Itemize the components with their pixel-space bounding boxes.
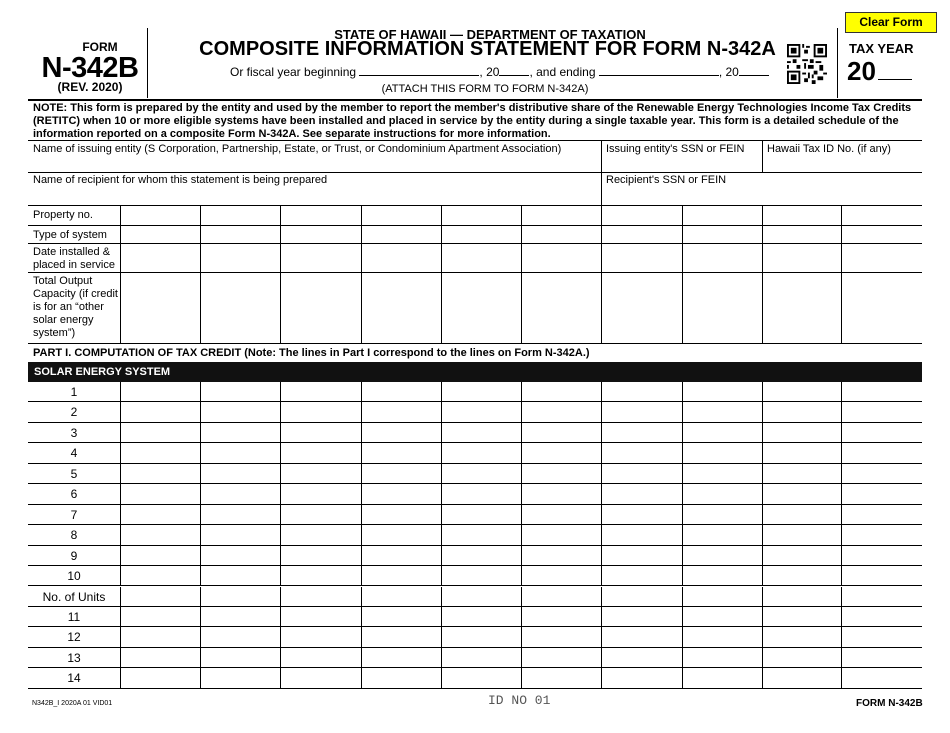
- line-input-cell[interactable]: [201, 505, 280, 524]
- recipient-ssn-label: Recipient's SSN or FEIN: [606, 174, 727, 186]
- line-input-cell[interactable]: [602, 627, 682, 646]
- line-input-cell[interactable]: [602, 607, 682, 626]
- line-input-cell[interactable]: [522, 566, 601, 585]
- fiscal-end-field[interactable]: [599, 65, 719, 76]
- line-input-cell[interactable]: [842, 505, 922, 524]
- line-input-cell[interactable]: [522, 587, 601, 606]
- line-input-cell[interactable]: [281, 423, 361, 442]
- line-input-cell[interactable]: [763, 668, 841, 687]
- fiscal-year-line: [230, 65, 769, 79]
- line-input-cell[interactable]: [683, 525, 762, 544]
- line-input-cell[interactable]: [522, 443, 601, 462]
- line-input-cell[interactable]: [281, 627, 361, 646]
- line-input-cell[interactable]: [522, 464, 601, 483]
- line-input-cell[interactable]: [121, 505, 200, 524]
- line-input-cell[interactable]: [201, 627, 280, 646]
- entity-top-rule: [28, 140, 922, 141]
- recipient-name-label: Name of recipient for whom this statement is being prepared: [33, 174, 328, 186]
- line-input-cell[interactable]: [683, 423, 762, 442]
- line-input-cell[interactable]: [683, 607, 762, 626]
- line-number: 11: [67, 609, 81, 624]
- line-input-cell[interactable]: [281, 402, 361, 421]
- line-input-cell[interactable]: [442, 648, 521, 667]
- line-input-cell[interactable]: [763, 587, 841, 606]
- line-input-cell[interactable]: [121, 587, 200, 606]
- line-input-cell[interactable]: [602, 382, 682, 401]
- line-input-cell[interactable]: [522, 484, 601, 503]
- line-input-cell[interactable]: [602, 668, 682, 687]
- agency-name: STATE OF HAWAII — DEPARTMENT OF TAXATION: [334, 27, 646, 42]
- table-row: [28, 525, 922, 545]
- row-date-installed: [28, 244, 922, 273]
- row-total-output: [28, 273, 922, 344]
- table-row: [28, 668, 922, 688]
- line-input-cell[interactable]: [842, 648, 922, 667]
- line-input-cell[interactable]: [121, 484, 200, 503]
- line-number: 7: [70, 507, 78, 522]
- line-input-cell[interactable]: [281, 648, 361, 667]
- line-input-cell[interactable]: [362, 648, 441, 667]
- line-input-cell[interactable]: [763, 505, 841, 524]
- line-input-cell[interactable]: [362, 546, 441, 565]
- line-input-cell[interactable]: [602, 546, 682, 565]
- qr-code-icon: [787, 44, 827, 84]
- line-input-cell[interactable]: [842, 546, 922, 565]
- hawaii-tax-id-label: Hawaii Tax ID No. (if any): [767, 143, 891, 155]
- line-input-cell[interactable]: [121, 402, 200, 421]
- line-input-cell[interactable]: [442, 525, 521, 544]
- table-row: [28, 587, 922, 607]
- line-input-cell[interactable]: [442, 423, 521, 442]
- line-input-cell[interactable]: [683, 443, 762, 462]
- date-installed-label: Date installed & placed in service: [33, 246, 115, 271]
- line-input-cell[interactable]: [362, 484, 441, 503]
- table-row: [28, 505, 922, 525]
- tax-year-field[interactable]: [847, 56, 912, 87]
- table-row: [28, 627, 922, 647]
- line-number: 4: [70, 446, 78, 461]
- line-number: No. of Units: [42, 589, 106, 604]
- line-input-cell[interactable]: [842, 382, 922, 401]
- line-number: 1: [70, 385, 78, 399]
- line-input-cell[interactable]: [683, 648, 762, 667]
- fiscal-end-year-field[interactable]: [739, 65, 769, 76]
- line-input-cell[interactable]: [683, 587, 762, 606]
- header-divider-left: [147, 28, 148, 98]
- line-input-cell[interactable]: [121, 464, 200, 483]
- table-row: [28, 648, 922, 668]
- line-input-cell[interactable]: [281, 668, 361, 687]
- line-input-cell[interactable]: [121, 443, 200, 462]
- line-input-cell[interactable]: [201, 566, 280, 585]
- line-input-cell[interactable]: [763, 566, 841, 585]
- line-input-cell[interactable]: [362, 443, 441, 462]
- line-input-cell[interactable]: [763, 402, 841, 421]
- line-input-cell[interactable]: [201, 423, 280, 442]
- property-no-label: Property no.: [33, 209, 93, 221]
- line-input-cell[interactable]: [362, 525, 441, 544]
- line-input-cell[interactable]: [842, 627, 922, 646]
- line-input-cell[interactable]: [201, 525, 280, 544]
- table-row: [28, 464, 922, 484]
- note-text: NOTE: This form is prepared by the entity and used by the member to report the member's distributive share of the Renewable Energy Technologies Income Tax Credits (RETITC) when 10 or more eligible systems have been installed and placed in service by the entity during a single taxable year. This form is a detailed schedule of the information reported on a composite Form N-342A. See separate instructions for more information.: [33, 102, 912, 140]
- line-input-cell[interactable]: [362, 402, 441, 421]
- tax-year-blank[interactable]: [878, 60, 912, 80]
- line-input-cell[interactable]: [683, 546, 762, 565]
- tax-year-prefix: 20: [847, 56, 876, 86]
- line-input-cell[interactable]: [201, 382, 280, 401]
- line-number: 3: [70, 425, 78, 440]
- line-input-cell[interactable]: [362, 607, 441, 626]
- line-input-cell[interactable]: [442, 382, 521, 401]
- line-input-cell[interactable]: [442, 505, 521, 524]
- line-input-cell[interactable]: [362, 627, 441, 646]
- line-input-cell[interactable]: [121, 546, 200, 565]
- line-input-cell[interactable]: [602, 423, 682, 442]
- line-input-cell[interactable]: [201, 587, 280, 606]
- line-input-cell[interactable]: [442, 566, 521, 585]
- line-number: 5: [70, 466, 78, 481]
- fiscal-begin-year-field[interactable]: [499, 65, 529, 76]
- form-revision: (REV. 2020): [57, 80, 123, 94]
- attach-note: (ATTACH THIS FORM TO FORM N-342A): [381, 83, 589, 95]
- line-input-cell[interactable]: [763, 423, 841, 442]
- line-input-cell[interactable]: [522, 423, 601, 442]
- line-input-cell[interactable]: [602, 505, 682, 524]
- line-input-cell[interactable]: [602, 587, 682, 606]
- line-input-cell[interactable]: [281, 525, 361, 544]
- line-input-cell[interactable]: [362, 505, 441, 524]
- header-divider-right: [837, 28, 838, 98]
- row-property-no: [28, 205, 922, 226]
- fiscal-ending: , and ending: [529, 65, 596, 79]
- table-row: [28, 382, 922, 402]
- line-input-cell[interactable]: [201, 648, 280, 667]
- part1-heading: PART I. COMPUTATION OF TAX CREDIT (Note: The lines in Part I correspond to the lines on Form N-342A.): [33, 347, 590, 359]
- line-input-cell[interactable]: [362, 566, 441, 585]
- line-input-cell[interactable]: [842, 443, 922, 462]
- line-input-cell[interactable]: [763, 525, 841, 544]
- footer-form-name: FORM N-342B: [856, 698, 923, 709]
- line-input-cell[interactable]: [683, 668, 762, 687]
- line-input-cell[interactable]: [121, 525, 200, 544]
- line-input-cell[interactable]: [442, 627, 521, 646]
- line-input-cell[interactable]: [442, 464, 521, 483]
- line-input-cell[interactable]: [281, 382, 361, 401]
- fiscal-prefix: Or fiscal year beginning: [230, 65, 357, 79]
- line-input-cell[interactable]: [683, 627, 762, 646]
- line-input-cell[interactable]: [201, 443, 280, 462]
- line-input-cell[interactable]: [442, 546, 521, 565]
- line-input-cell[interactable]: [842, 607, 922, 626]
- type-of-system-label: Type of system: [33, 229, 107, 241]
- line-input-cell[interactable]: [362, 668, 441, 687]
- line-input-cell[interactable]: [281, 464, 361, 483]
- line-input-cell[interactable]: [763, 648, 841, 667]
- line-input-cell[interactable]: [201, 464, 280, 483]
- line-input-cell[interactable]: [683, 484, 762, 503]
- table-row: [28, 607, 922, 627]
- line-input-cell[interactable]: [281, 566, 361, 585]
- line-input-cell[interactable]: [442, 607, 521, 626]
- line-input-cell[interactable]: [522, 525, 601, 544]
- line-input-cell[interactable]: [281, 587, 361, 606]
- row-type-of-system: [28, 226, 922, 244]
- line-input-cell[interactable]: [362, 423, 441, 442]
- table-row: [28, 484, 922, 504]
- line-input-cell[interactable]: [683, 382, 762, 401]
- line-input-cell[interactable]: [442, 443, 521, 462]
- line-input-cell[interactable]: [522, 546, 601, 565]
- issuing-ssn-label: Issuing entity's SSN or FEIN: [606, 143, 745, 155]
- line-input-cell[interactable]: [281, 546, 361, 565]
- line-number: 10: [67, 569, 81, 584]
- line-input-cell[interactable]: [842, 566, 922, 585]
- line-number: 14: [67, 671, 81, 686]
- line-input-cell[interactable]: [602, 484, 682, 503]
- line-input-cell[interactable]: [602, 402, 682, 421]
- fiscal-20b: , 20: [718, 65, 739, 79]
- line-input-cell[interactable]: [362, 382, 441, 401]
- line-input-cell[interactable]: [201, 484, 280, 503]
- table-row: [28, 423, 922, 443]
- clear-form-button[interactable]: Clear Form: [845, 12, 937, 33]
- line-input-cell[interactable]: [121, 423, 200, 442]
- line-input-cell[interactable]: [683, 566, 762, 585]
- fiscal-begin-field[interactable]: [359, 65, 479, 76]
- line-number: 12: [67, 630, 81, 645]
- footer-id: ID NO 01: [488, 693, 551, 708]
- table-row: [28, 546, 922, 566]
- line-input-cell[interactable]: [602, 648, 682, 667]
- line-input-cell[interactable]: [121, 627, 200, 646]
- line-input-cell[interactable]: [842, 464, 922, 483]
- tax-year-label: TAX YEAR: [849, 41, 914, 56]
- line-input-cell[interactable]: [442, 402, 521, 421]
- line-input-cell[interactable]: [683, 464, 762, 483]
- line-input-cell[interactable]: [121, 607, 200, 626]
- line-input-cell[interactable]: [522, 607, 601, 626]
- line-input-cell[interactable]: [201, 546, 280, 565]
- line-input-cell[interactable]: [763, 443, 841, 462]
- issuing-entity-label: Name of issuing entity (S Corporation, Partnership, Estate, or Trust, or Condominium Apartment Association): [33, 143, 562, 155]
- header-rule: [28, 99, 922, 101]
- solar-energy-system-band: SOLAR ENERGY SYSTEM: [28, 362, 922, 382]
- line-input-cell[interactable]: [763, 382, 841, 401]
- line-input-cell[interactable]: [683, 505, 762, 524]
- line-input-cell[interactable]: [842, 402, 922, 421]
- line-input-cell[interactable]: [522, 402, 601, 421]
- line-input-cell[interactable]: [121, 648, 200, 667]
- line-input-cell[interactable]: [201, 402, 280, 421]
- line-input-cell[interactable]: [763, 607, 841, 626]
- line-input-cell[interactable]: [121, 668, 200, 687]
- line-input-cell[interactable]: [763, 464, 841, 483]
- line-input-cell[interactable]: [763, 484, 841, 503]
- line-input-cell[interactable]: [281, 443, 361, 462]
- line-number: 9: [70, 548, 78, 563]
- line-input-cell[interactable]: [522, 505, 601, 524]
- line-input-cell[interactable]: [763, 627, 841, 646]
- line-input-cell[interactable]: [522, 382, 601, 401]
- line-input-cell[interactable]: [522, 668, 601, 687]
- line-number: 2: [70, 405, 78, 420]
- footer-code: N342B_I 2020A 01 VID01: [32, 700, 113, 707]
- line-input-cell[interactable]: [763, 546, 841, 565]
- line-input-cell[interactable]: [442, 668, 521, 687]
- line-input-cell[interactable]: [442, 484, 521, 503]
- line-input-cell[interactable]: [842, 668, 922, 687]
- line-input-cell[interactable]: [602, 443, 682, 462]
- line-input-cell[interactable]: [683, 402, 762, 421]
- line-input-cell[interactable]: [602, 525, 682, 544]
- line-input-cell[interactable]: [842, 587, 922, 606]
- line-input-cell[interactable]: [362, 464, 441, 483]
- line-input-cell[interactable]: [442, 587, 521, 606]
- form-number: N-342B: [41, 52, 139, 84]
- line-input-cell[interactable]: [522, 648, 601, 667]
- line-input-cell[interactable]: [121, 566, 200, 585]
- line-input-cell[interactable]: [842, 484, 922, 503]
- line-number: 6: [70, 487, 78, 502]
- line-number: 8: [70, 528, 78, 543]
- line-input-cell[interactable]: [842, 525, 922, 544]
- line-input-cell[interactable]: [842, 423, 922, 442]
- total-output-label: Total Output Capacity (if credit is for an “other solar energy system”): [33, 275, 118, 339]
- fiscal-20a: , 20: [479, 65, 500, 79]
- form-label: FORM: [82, 40, 118, 54]
- line-input-cell[interactable]: [121, 382, 200, 401]
- line-input-cell[interactable]: [602, 464, 682, 483]
- line-input-cell[interactable]: [281, 607, 361, 626]
- line-input-cell[interactable]: [522, 627, 601, 646]
- table-row: [28, 402, 922, 422]
- table-row: [28, 443, 922, 463]
- line-input-cell[interactable]: [281, 484, 361, 503]
- table-row: [28, 566, 922, 586]
- line-input-cell[interactable]: [201, 668, 280, 687]
- line-number: 13: [67, 650, 81, 665]
- line-input-cell[interactable]: [281, 505, 361, 524]
- form-title: COMPOSITE INFORMATION STATEMENT FOR FORM N-342A: [199, 38, 776, 60]
- line-input-cell[interactable]: [362, 587, 441, 606]
- line-input-cell[interactable]: [602, 566, 682, 585]
- line-input-cell[interactable]: [201, 607, 280, 626]
